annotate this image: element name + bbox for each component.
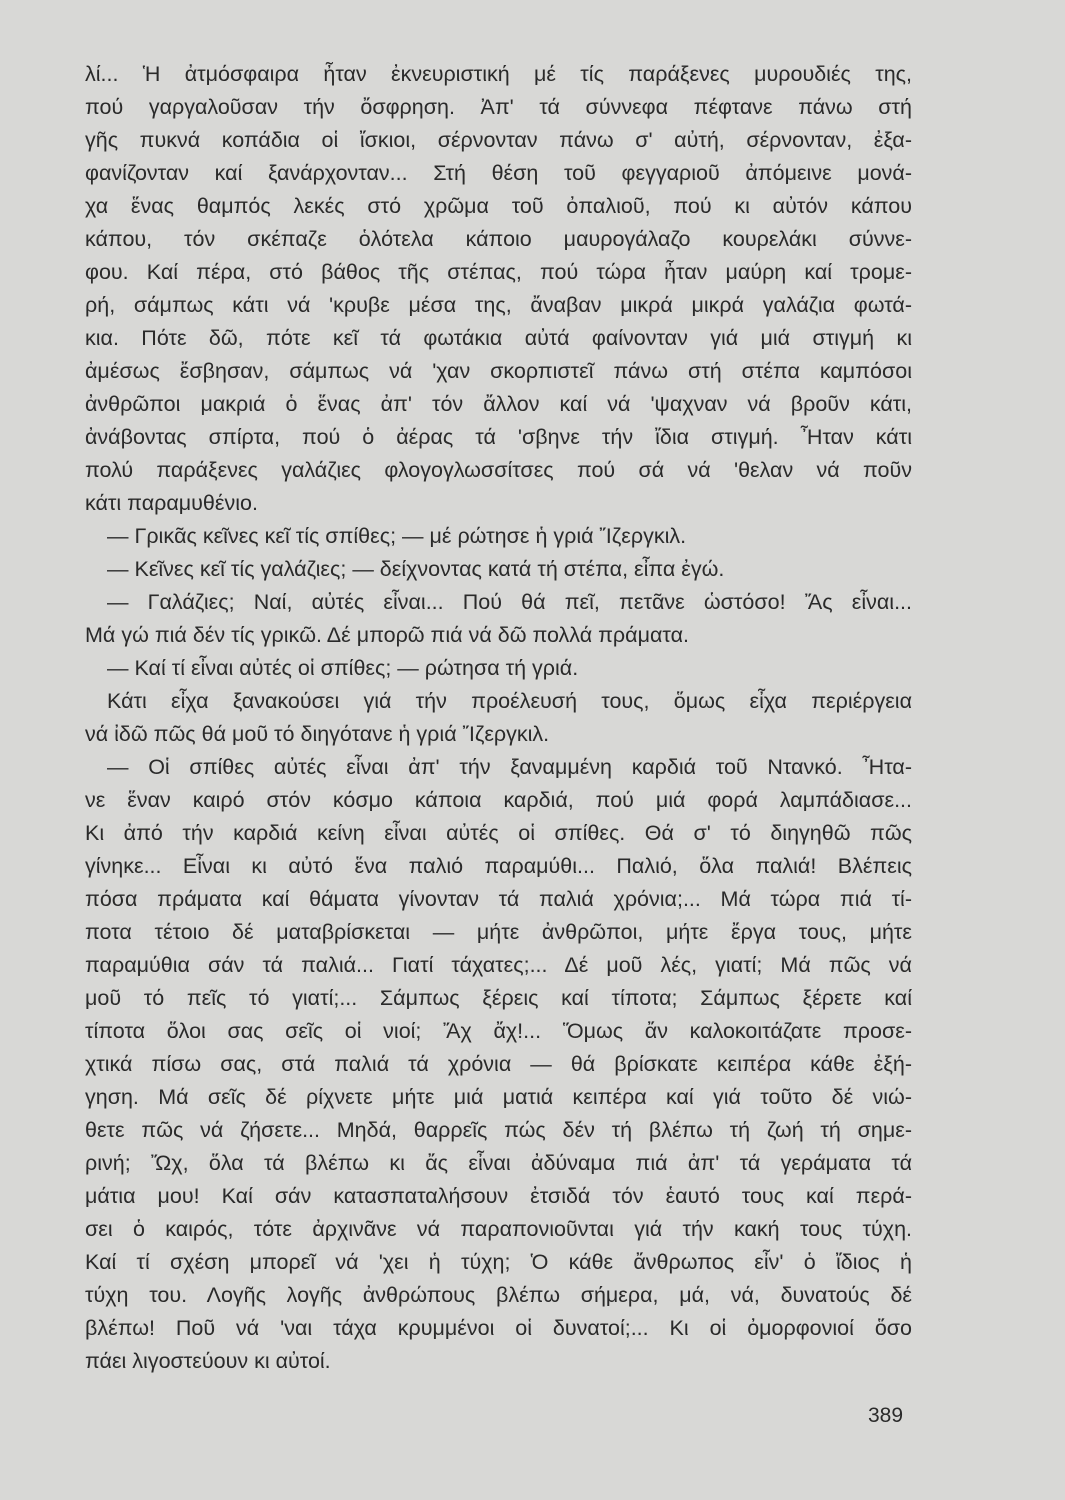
text-line: σει ὁ καιρός, τότε ἀρχινᾶνε νά παραπονιοῦνται γιά τήν κακή τους τύχη. (85, 1217, 912, 1241)
text-line: ἀμέσως ἔσβησαν, σάμπως νά 'χαν σκορπιστεῖ πάνω στή στέπα καμπόσοι (85, 359, 912, 383)
text-line: Κάτι εἶχα ξανακούσει γιά τήν προέλευσή τους, ὅμως εἶχα περιέργεια (107, 689, 912, 713)
text-line: πολύ παράξενες γαλάζιες φλογογλωσσίτσες πού σά νά 'θελαν νά ποῦν (85, 458, 912, 482)
text-line: χα ἕνας θαμπός λεκές στό χρῶμα τοῦ ὀπαλιοῦ, πού κι αὐτόν κάπου (85, 194, 912, 218)
text-line: θετε πῶς νά ζήσετε... Μηδά, θαρρεῖς πώς δέν τή βλέπω τή ζωή τή σημε- (85, 1118, 912, 1142)
text-line: — Κεῖνες κεῖ τίς γαλάζιες; — δείχνοντας κατά τή στέπα, εἶπα ἐγώ. (107, 557, 725, 581)
text-line: Κι ἀπό τήν καρδιά κείνη εἶναι αὐτές οἱ σπίθες. Θά σ' τό διηγηθῶ πῶς (85, 821, 912, 845)
text-line: γῆς πυκνά κοπάδια οἱ ἴσκιοι, σέρνονταν πάνω σ' αὐτή, σέρνονταν, ἐξα- (85, 128, 912, 152)
text-line: νε ἕναν καιρό στόν κόσμο κάποια καρδιά, πού μιά φορά λαμπάδιασε... (85, 788, 912, 812)
text-line: φου. Καί πέρα, στό βάθος τῆς στέπας, πού τώρα ἦταν μαύρη καί τρομε- (85, 260, 912, 284)
text-line: ρινή; Ὤχ, ὅλα τά βλέπω κι ἄς εἶναι ἀδύναμα πιά ἀπ' τά γεράματα τά (85, 1151, 912, 1175)
text-line: μοῦ τό πεῖς τό γιατί;... Σάμπως ξέρεις καί τίποτα; Σάμπως ξέρετε καί (85, 986, 912, 1010)
text-line: κια. Πότε δῶ, πότε κεῖ τά φωτάκια αὐτά φαίνονταν γιά μιά στιγμή κι (85, 326, 912, 350)
text-line: Καί τί σχέση μπορεῖ νά 'χει ἡ τύχη; Ὁ κάθε ἄνθρωπος εἶν' ὁ ἴδιος ἡ (85, 1250, 912, 1274)
text-line: πόσα πράματα καί θάματα γίνονταν τά παλιά χρόνια;... Μά τώρα πιά τί- (85, 887, 912, 911)
text-line: νά ἰδῶ πῶς θά μοῦ τό διηγότανε ἡ γριά Ἴζεργκιλ. (85, 722, 550, 746)
text-line: γίνηκε... Εἶναι κι αὐτό ἕνα παλιό παραμύθι... Παλιό, ὅλα παλιά! Βλέπεις (85, 854, 912, 878)
text-line: φανίζονταν καί ξανάρχονταν... Στή θέση τοῦ φεγγαριοῦ ἀπόμεινε μονά- (85, 161, 912, 185)
text-line: τύχη του. Λογῆς λογῆς ἀνθρώπους βλέπω σήμερα, μά, νά, δυνατούς δέ (85, 1283, 912, 1307)
text-line: τίποτα ὅλοι σας σεῖς οἱ νιοί; Ἄχ ἄχ!... Ὅμως ἄν καλοκοιτάζατε προσε- (85, 1019, 912, 1043)
text-line: κάπου, τόν σκέπαζε ὁλότελα κάποιο μαυρογάλαζο κουρελάκι σύννε- (85, 227, 912, 251)
text-line: μάτια μου! Καί σάν κατασπαταλήσουν ἐτσιδά τόν ἑαυτό τους καί περά- (85, 1184, 912, 1208)
text-line: πού γαργαλοῦσαν τήν ὄσφρηση. Ἀπ' τά σύννεφα πέφτανε πάνω στή (85, 95, 912, 119)
text-line: γηση. Μά σεῖς δέ ρίχνετε μήτε μιά ματιά κειπέρα καί γιά τοῦτο δέ νιώ- (85, 1085, 912, 1109)
text-line: Μά γώ πιά δέν τίς γρικῶ. Δέ μπορῶ πιά νά δῶ πολλά πράματα. (85, 623, 690, 647)
text-line: ρή, σάμπως κάτι νά 'κρυβε μέσα της, ἄναβαν μικρά μικρά γαλάζια φωτά- (85, 293, 912, 317)
text-line: — Καί τί εἶναι αὐτές οἱ σπίθες; — ρώτησα τή γριά. (107, 656, 579, 680)
text-line: λί... Ἡ ἀτμόσφαιρα ἦταν ἐκνευριστική μέ τίς παράξενες μυρουδιές της, (85, 62, 912, 86)
text-line: ποτα τέτοιο δέ ματαβρίσκεται — μήτε ἀνθρῶποι, μήτε ἔργα τους, μήτε (85, 920, 912, 944)
text-line: — Οἱ σπίθες αὐτές εἶναι ἀπ' τήν ξαναμμένη καρδιά τοῦ Ντανκό. Ἦτα- (107, 755, 912, 779)
text-line: ἀνθρῶποι μακριά ὁ ἕνας ἀπ' τόν ἄλλον καί νά 'ψαχναν νά βροῦν κάτι, (85, 392, 912, 416)
text-line: κάτι παραμυθένιο. (85, 491, 258, 515)
text-line: χτικά πίσω σας, στά παλιά τά χρόνια — θά βρίσκατε κειπέρα κάθε ἐξή- (85, 1052, 912, 1076)
text-line: πάει λιγοστεύουν κι αὐτοί. (85, 1349, 331, 1373)
text-line: — Γρικᾶς κεῖνες κεῖ τίς σπίθες; — μέ ρώτησε ἡ γριά Ἴζεργκιλ. (107, 524, 687, 548)
text-line: — Γαλάζιες; Ναί, αὐτές εἶναι... Πού θά πεῖ, πετᾶνε ὡστόσο! Ἄς εἶναι... (107, 590, 912, 614)
page-number: 389 (868, 1404, 904, 1427)
page-text (85, 58, 912, 1378)
text-line: ἀνάβοντας σπίρτα, πού ὁ ἀέρας τά 'σβηνε τήν ἴδια στιγμή. Ἦταν κάτι (85, 425, 912, 449)
text-line: βλέπω! Ποῦ νά 'ναι τάχα κρυμμένοι οἱ δυνατοί;... Κι οἱ ὀμορφονιοί ὅσο (85, 1316, 912, 1340)
text-line: παραμύθια σάν τά παλιά... Γιατί τάχατες;... Δέ μοῦ λές, γιατί; Μά πῶς νά (85, 953, 912, 977)
